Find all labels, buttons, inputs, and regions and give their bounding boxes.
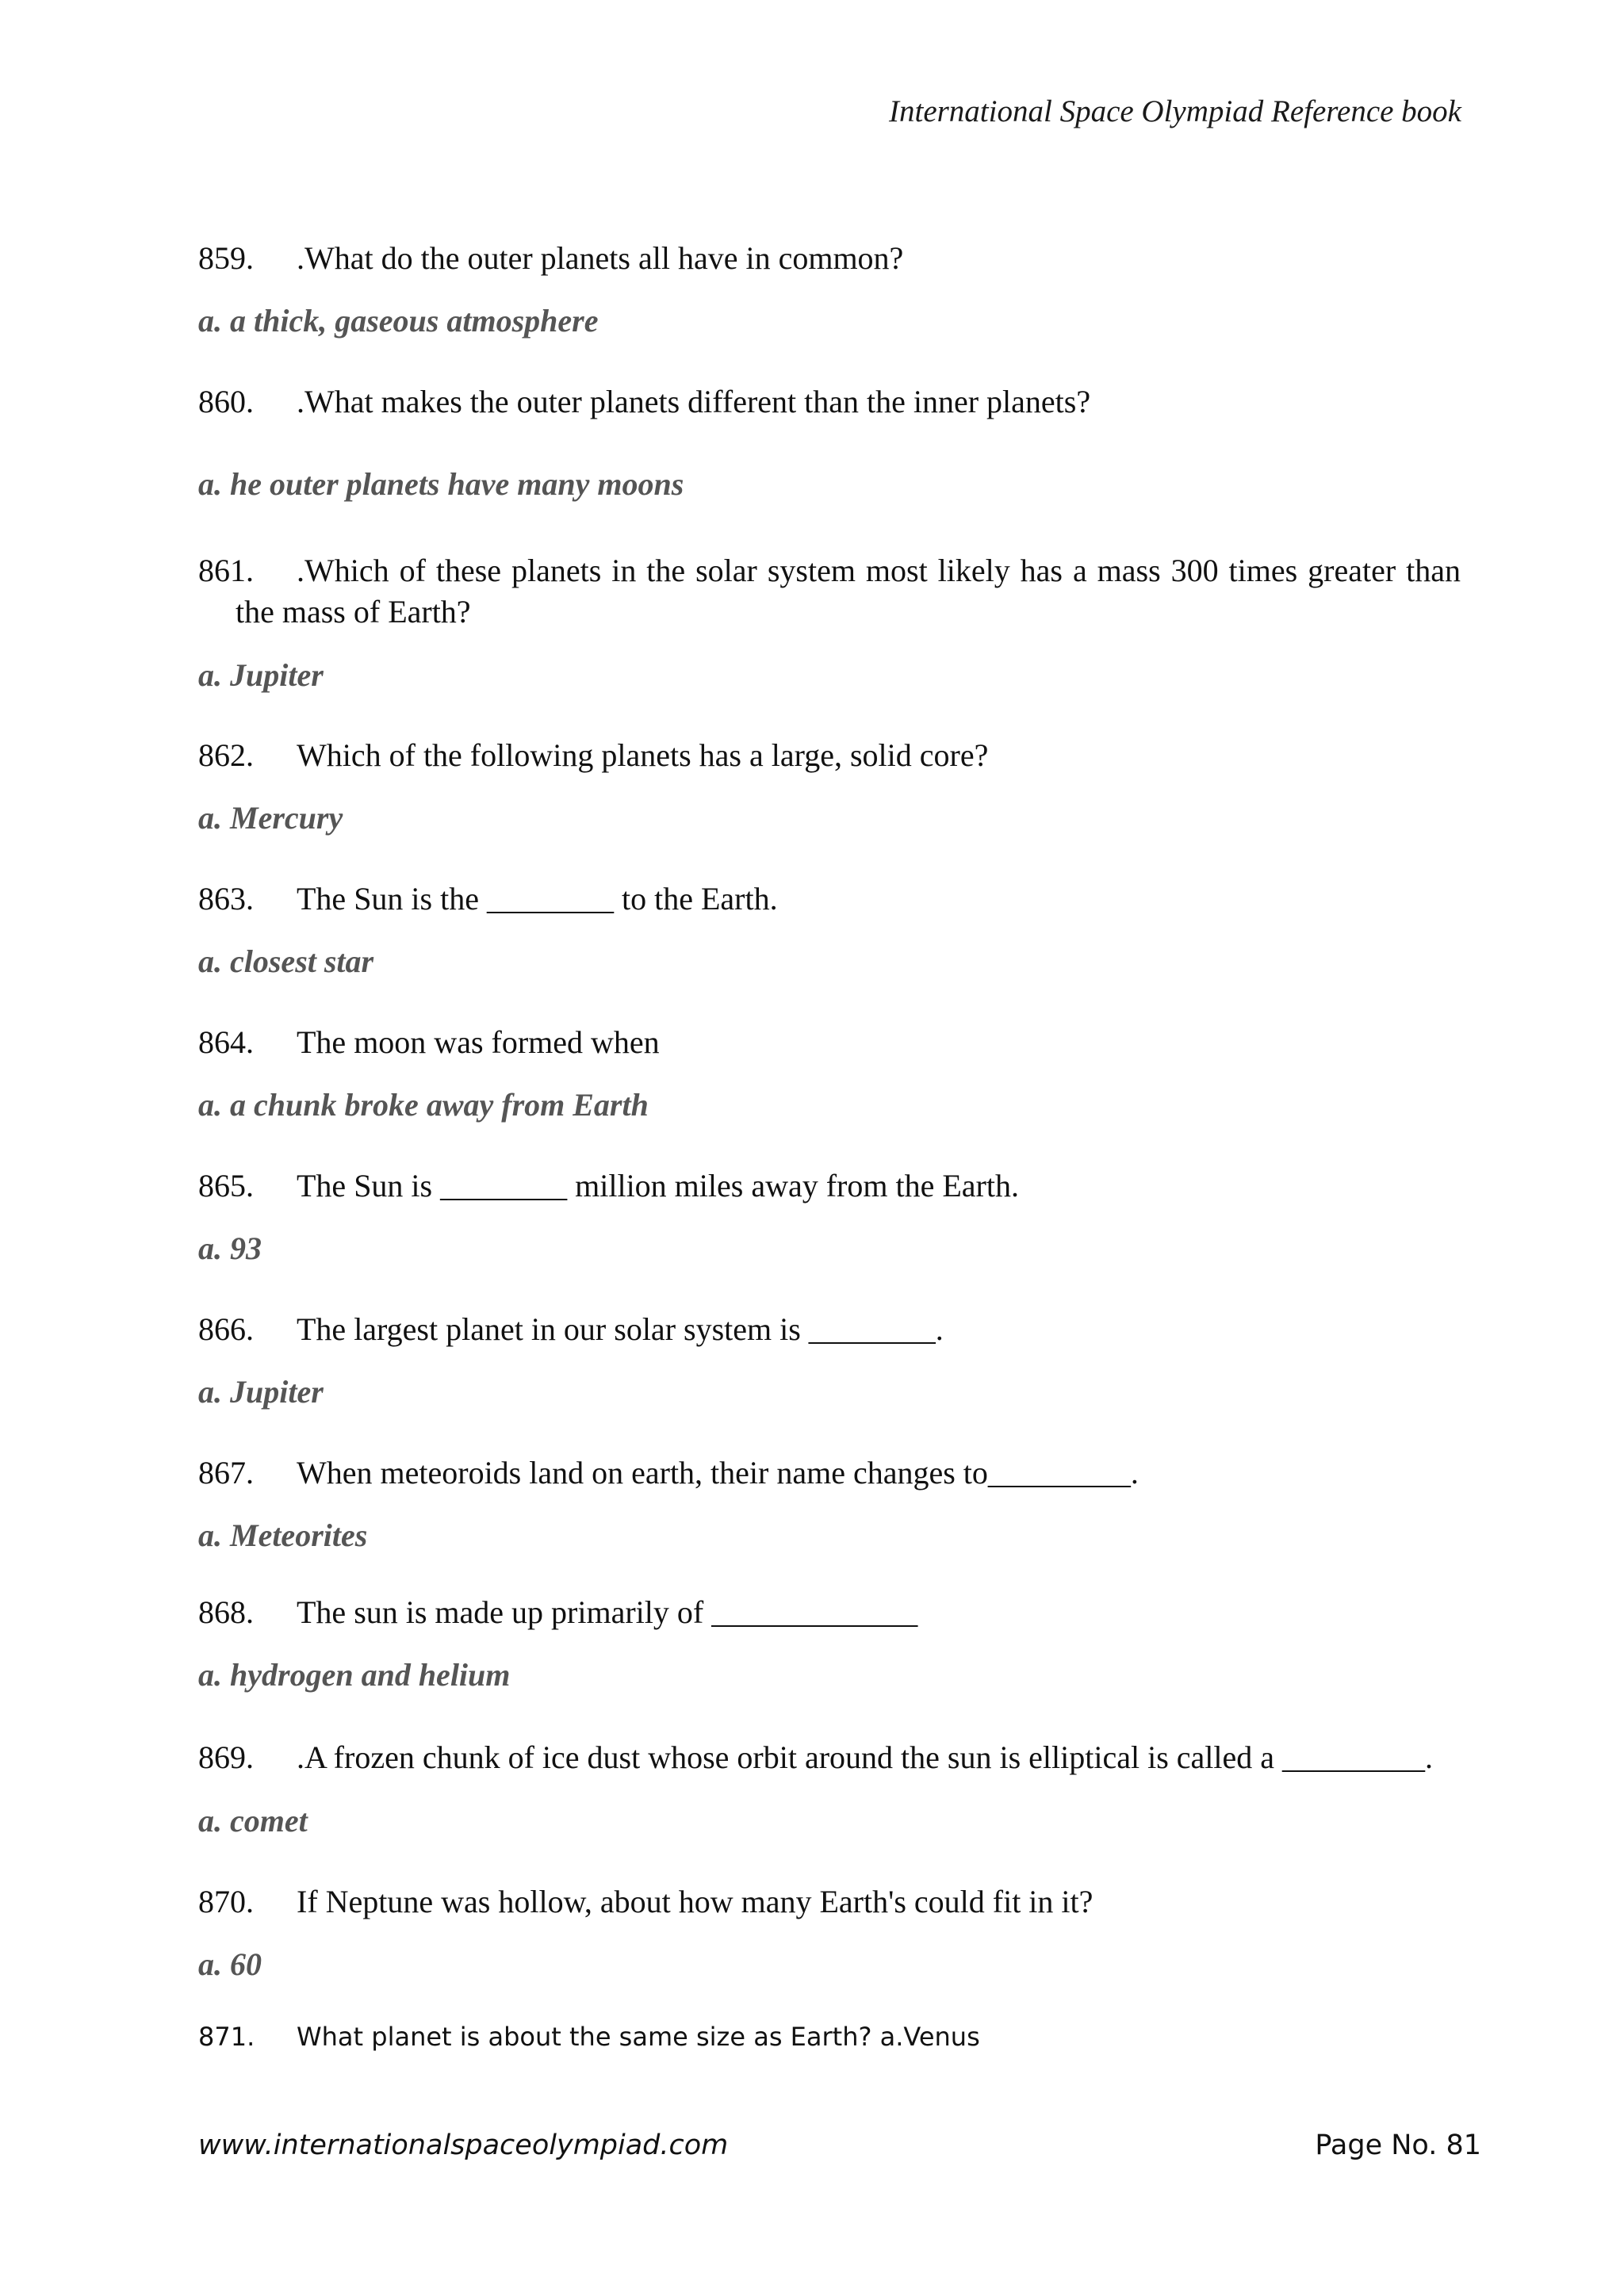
question-number: 864. [198, 1024, 254, 1060]
question-text: The moon was formed when [297, 1024, 660, 1060]
question-text: What planet is about the same size as Earth? a.Venus [297, 2022, 980, 2052]
question-text: .Which of these planets in the solar system most likely has a mass 300 times greater than the mass of Earth? [236, 553, 1461, 629]
question-859 [198, 238, 1461, 279]
question-number: 860. [198, 384, 254, 419]
question-number: 869. [198, 1739, 254, 1775]
answer-859: a. a thick, gaseous atmosphere [198, 303, 599, 339]
question-868 [198, 1592, 1461, 1633]
footer-website-url: www.internationalspaceolympiad.com [198, 2130, 729, 2161]
question-text: When meteoroids land on earth, their name changes to_________. [297, 1455, 1139, 1490]
question-number: 870. [198, 1884, 254, 1919]
question-number: 871. [198, 2022, 255, 2052]
answer-860: a. he outer planets have many moons [198, 466, 684, 502]
question-867 [198, 1452, 1461, 1494]
question-text: The sun is made up primarily of _____________ [297, 1594, 918, 1630]
question-number: 866. [198, 1311, 254, 1347]
question-number: 865. [198, 1168, 254, 1203]
question-text: The Sun is the ________ to the Earth. [297, 881, 778, 916]
question-864 [198, 1022, 1461, 1063]
question-text: .What makes the outer planets different than the inner planets? [297, 384, 1091, 419]
question-870 [198, 1881, 1461, 1923]
question-text: The Sun is ________ million miles away from the Earth. [297, 1168, 1019, 1203]
answer-863: a. closest star [198, 943, 374, 979]
question-text: If Neptune was hollow, about how many Earth's could fit in it? [297, 1884, 1094, 1919]
answer-866: a. Jupiter [198, 1374, 324, 1410]
answer-867: a. Meteorites [198, 1517, 368, 1553]
question-871 [198, 2022, 1461, 2052]
question-861 [198, 550, 1461, 633]
answer-861: a. Jupiter [198, 657, 324, 693]
question-number: 861. [198, 553, 254, 588]
question-862 [198, 735, 1461, 776]
question-number: 867. [198, 1455, 254, 1490]
question-number: 863. [198, 881, 254, 916]
page-header-title: International Space Olympiad Reference book [889, 94, 1461, 128]
question-869 [198, 1737, 1461, 1778]
question-text: Which of the following planets has a large, solid core? [297, 737, 989, 773]
answer-869: a. comet [198, 1803, 308, 1839]
answer-864: a. a chunk broke away from Earth [198, 1087, 649, 1123]
footer-page-number: Page No. 81 [1315, 2130, 1481, 2161]
answer-870: a. 60 [198, 1946, 262, 1982]
question-number: 868. [198, 1594, 254, 1630]
question-list [198, 238, 1461, 2052]
answer-865: a. 93 [198, 1230, 262, 1266]
question-863 [198, 878, 1461, 920]
question-866 [198, 1309, 1461, 1350]
answer-868: a. hydrogen and helium [198, 1657, 511, 1693]
answer-862: a. Mercury [198, 800, 343, 836]
question-860 [198, 381, 1461, 423]
question-text: .A frozen chunk of ice dust whose orbit around the sun is elliptical is called a _________. [297, 1739, 1434, 1775]
question-text: The largest planet in our solar system is ________. [297, 1311, 944, 1347]
question-number: 862. [198, 737, 254, 773]
question-865 [198, 1165, 1461, 1207]
question-text: .What do the outer planets all have in common? [297, 240, 904, 276]
question-number: 859. [198, 240, 254, 276]
